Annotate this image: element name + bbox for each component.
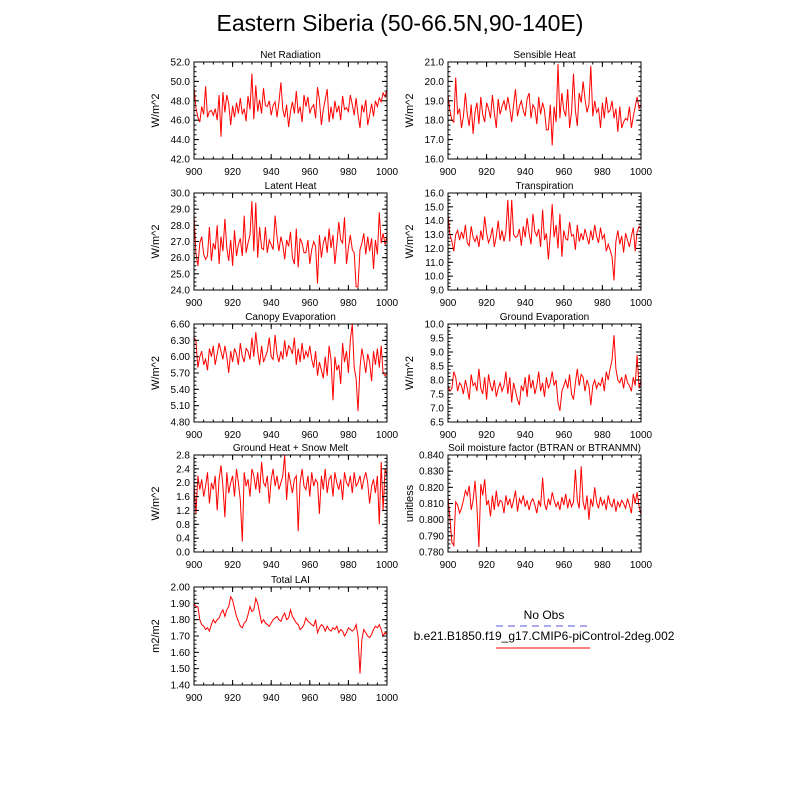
y-axis-label: W/m^2 xyxy=(150,356,162,390)
x-tick-label: 960 xyxy=(301,693,319,704)
y-tick-label: 2.00 xyxy=(170,582,190,594)
x-tick-label: 1000 xyxy=(375,560,399,571)
y-tick-label: 2.4 xyxy=(176,464,190,476)
x-tick-label: 960 xyxy=(555,560,573,571)
x-tick-label: 1000 xyxy=(629,167,653,178)
y-tick-label: 27.0 xyxy=(170,237,190,248)
y-tick-label: 26.0 xyxy=(170,253,190,265)
x-tick-label: 960 xyxy=(301,430,319,441)
x-tick-label: 940 xyxy=(262,560,280,571)
y-axis-label: unitless xyxy=(404,484,416,523)
y-tick-label: 24.0 xyxy=(170,285,190,297)
x-tick-label: 940 xyxy=(262,430,280,441)
x-tick-label: 920 xyxy=(478,167,495,178)
series-line xyxy=(194,324,387,411)
y-tick-label: 52.0 xyxy=(170,57,190,69)
x-tick-label: 940 xyxy=(262,298,280,309)
series-line xyxy=(194,201,387,287)
x-tick-label: 900 xyxy=(185,693,203,704)
y-tick-label: 0.790 xyxy=(418,531,444,543)
y-tick-label: 1.80 xyxy=(170,615,190,627)
x-tick-label: 980 xyxy=(594,430,611,441)
x-tick-label: 960 xyxy=(301,298,319,309)
legend-obs-label: No Obs xyxy=(523,608,565,622)
y-tick-label: 0.820 xyxy=(418,482,444,494)
x-tick-label: 920 xyxy=(224,693,241,704)
y-tick-label: 8.5 xyxy=(430,361,444,373)
y-tick-label: 5.10 xyxy=(170,401,190,413)
y-tick-label: 25.0 xyxy=(170,269,190,281)
x-tick-label: 920 xyxy=(224,560,241,571)
x-tick-label: 940 xyxy=(516,298,534,309)
chart-panel xyxy=(404,50,653,178)
chart-panel xyxy=(404,443,653,571)
x-tick-label: 1000 xyxy=(629,560,653,571)
chart-title: Canopy Evaporation xyxy=(245,312,336,323)
x-tick-label: 920 xyxy=(478,560,495,571)
x-tick-label: 940 xyxy=(516,560,534,571)
x-tick-label: 960 xyxy=(555,430,573,441)
y-tick-label: 20.0 xyxy=(424,76,444,88)
x-tick-label: 960 xyxy=(555,167,573,178)
y-tick-label: 6.5 xyxy=(430,417,444,429)
chart-title: Latent Heat xyxy=(264,181,317,192)
x-tick-label: 980 xyxy=(340,430,357,441)
y-tick-label: 0.810 xyxy=(418,499,444,510)
y-tick-label: 0.4 xyxy=(176,533,190,545)
x-tick-label: 960 xyxy=(555,298,573,309)
x-tick-label: 920 xyxy=(478,298,495,309)
y-tick-label: 1.60 xyxy=(170,647,190,659)
x-tick-label: 940 xyxy=(262,693,280,704)
x-tick-label: 960 xyxy=(301,167,319,178)
y-axis-label: W/m^2 xyxy=(404,93,416,128)
y-tick-label: 12.0 xyxy=(424,243,444,255)
x-tick-label: 1000 xyxy=(375,298,399,309)
x-tick-label: 900 xyxy=(185,560,203,571)
y-axis-label: W/m^2 xyxy=(404,224,416,259)
x-tick-label: 900 xyxy=(185,298,203,309)
y-tick-label: 0.0 xyxy=(176,547,190,559)
chart-title: Total LAI xyxy=(271,575,310,586)
chart-panel xyxy=(150,575,399,704)
y-tick-label: 6.00 xyxy=(170,352,190,364)
x-tick-label: 900 xyxy=(185,167,203,178)
x-tick-label: 1000 xyxy=(375,167,399,178)
series-line xyxy=(448,64,641,145)
y-axis-label: W/m^2 xyxy=(150,93,162,128)
y-tick-label: 5.70 xyxy=(170,368,190,380)
y-tick-label: 30.0 xyxy=(170,188,190,200)
chart-panel xyxy=(150,181,399,309)
y-tick-label: 4.80 xyxy=(170,417,190,429)
x-tick-label: 920 xyxy=(224,298,241,309)
chart-panel xyxy=(150,312,399,441)
x-tick-label: 1000 xyxy=(375,693,399,704)
x-tick-label: 1000 xyxy=(629,430,653,441)
chart-panel xyxy=(150,50,399,178)
plot-frame xyxy=(448,193,641,290)
y-tick-label: 44.0 xyxy=(170,135,190,147)
chart-title: Net Radiation xyxy=(260,50,321,61)
x-tick-label: 900 xyxy=(439,167,457,178)
chart-title: Ground Heat + Snow Melt xyxy=(232,443,349,454)
series-line xyxy=(448,335,641,411)
y-tick-label: 2.0 xyxy=(176,478,190,490)
page-title: Eastern Siberia (50-66.5N,90-140E) xyxy=(216,10,584,36)
chart-title: Ground Evaporation xyxy=(499,312,590,323)
y-tick-label: 7.5 xyxy=(430,389,444,401)
series-line xyxy=(448,466,641,547)
y-tick-label: 28.0 xyxy=(170,220,190,232)
x-tick-label: 980 xyxy=(340,560,357,571)
x-tick-label: 1000 xyxy=(375,430,399,441)
series-line xyxy=(448,200,641,280)
y-tick-label: 0.830 xyxy=(418,466,444,478)
chart-panel xyxy=(404,181,653,309)
y-tick-label: 7.0 xyxy=(430,403,444,415)
chart-panel xyxy=(150,443,399,571)
y-tick-label: 15.0 xyxy=(424,202,444,214)
y-tick-label: 10.0 xyxy=(424,271,444,283)
y-tick-label: 1.40 xyxy=(170,680,190,692)
x-tick-label: 980 xyxy=(340,167,357,178)
y-tick-label: 6.60 xyxy=(170,319,190,331)
x-tick-label: 920 xyxy=(224,430,241,441)
x-tick-label: 900 xyxy=(185,430,203,441)
y-tick-label: 48.0 xyxy=(170,96,190,108)
legend-model-label: b.e21.B1850.f19_g17.CMIP6-piControl-2deg.002 xyxy=(413,629,675,643)
y-tick-label: 2.8 xyxy=(176,450,190,462)
y-tick-label: 50.0 xyxy=(170,76,190,88)
x-tick-label: 1000 xyxy=(629,298,653,309)
x-tick-label: 920 xyxy=(224,167,241,178)
x-tick-label: 940 xyxy=(262,167,280,178)
y-tick-label: 9.5 xyxy=(430,333,444,345)
y-tick-label: 42.0 xyxy=(170,154,190,166)
y-tick-label: 1.6 xyxy=(176,492,190,504)
series-line xyxy=(194,597,387,674)
y-tick-label: 1.2 xyxy=(176,505,190,517)
series-line xyxy=(194,74,387,137)
y-tick-label: 0.780 xyxy=(418,547,444,559)
x-tick-label: 980 xyxy=(594,167,611,178)
chart-title: Soil moisture factor (BTRAN or BTRANMN) xyxy=(448,443,641,454)
x-tick-label: 960 xyxy=(301,560,319,571)
y-tick-label: 5.40 xyxy=(170,384,190,396)
y-tick-label: 18.0 xyxy=(424,115,444,127)
x-tick-label: 940 xyxy=(516,430,534,441)
chart-panel xyxy=(404,312,653,441)
y-tick-label: 9.0 xyxy=(430,285,444,297)
plot-frame xyxy=(194,455,387,552)
y-tick-label: 11.0 xyxy=(425,257,444,269)
y-tick-label: 19.0 xyxy=(424,96,444,108)
y-tick-label: 0.8 xyxy=(176,519,190,531)
y-tick-label: 0.800 xyxy=(418,515,444,527)
y-tick-label: 1.50 xyxy=(170,664,190,676)
chart-title: Sensible Heat xyxy=(513,50,576,61)
y-tick-label: 1.70 xyxy=(170,631,190,643)
y-tick-label: 1.90 xyxy=(170,598,190,610)
y-tick-label: 16.0 xyxy=(424,188,444,200)
y-tick-label: 9.0 xyxy=(430,347,444,359)
y-tick-label: 14.0 xyxy=(424,216,444,228)
y-axis-label: W/m^2 xyxy=(150,486,162,521)
y-axis-label: W/m^2 xyxy=(150,224,162,259)
y-tick-label: 13.0 xyxy=(424,230,444,242)
y-tick-label: 8.0 xyxy=(430,375,444,387)
y-axis-label: m2/m2 xyxy=(150,619,162,653)
plot-frame xyxy=(448,324,641,422)
x-tick-label: 980 xyxy=(340,693,357,704)
x-tick-label: 980 xyxy=(340,298,357,309)
x-tick-label: 920 xyxy=(478,430,495,441)
y-axis-label: W/m^2 xyxy=(404,356,416,390)
chart-title: Transpiration xyxy=(515,181,574,192)
plot-frame xyxy=(194,193,387,290)
y-tick-label: 16.0 xyxy=(424,154,444,166)
y-tick-label: 0.840 xyxy=(418,450,444,462)
series-line xyxy=(194,455,387,542)
x-tick-label: 940 xyxy=(516,167,534,178)
x-tick-label: 980 xyxy=(594,560,611,571)
y-tick-label: 6.30 xyxy=(170,335,190,347)
y-tick-label: 46.0 xyxy=(170,115,190,127)
y-tick-label: 10.0 xyxy=(424,319,444,331)
x-tick-label: 900 xyxy=(439,430,457,441)
x-tick-label: 980 xyxy=(594,298,611,309)
x-tick-label: 900 xyxy=(439,560,457,571)
x-tick-label: 900 xyxy=(439,298,457,309)
y-tick-label: 17.0 xyxy=(424,135,444,147)
y-tick-label: 21.0 xyxy=(424,57,444,69)
y-tick-label: 29.0 xyxy=(170,204,190,216)
